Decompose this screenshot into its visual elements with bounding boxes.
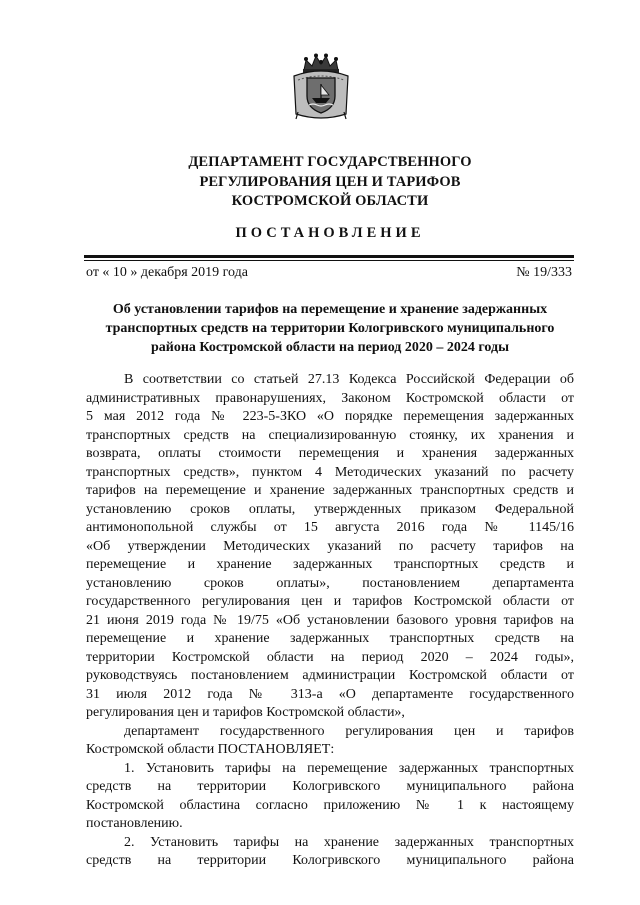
body-text-line: средств на территории Кологривского муниципального района [86,779,574,794]
body-text-line: В соответствии со статьей 27.13 Кодекса Российской Федерации об [124,372,574,387]
document-date: от « 10 » декабря 2019 года [86,265,248,280]
body-text-line: 31 июля 2012 года № 313-а «О департаменте государственного [86,686,574,702]
body-text-line: средств на территории Кологривского муниципального района [86,853,574,868]
organization-name-line-1: ДЕПАРТАМЕНТ ГОСУДАРСТВЕННОГО [188,154,472,170]
body-text-line: Костромской области ПОСТАНОВЛЯЕТ: [86,742,335,757]
document-subject-line-1: Об установлении тарифов на перемещение и хранение задержанных [112,302,548,317]
body-text-line: 5 мая 2012 года № 223-5-ЗКО «О порядке перемещения задержанных [86,409,574,424]
body-text-line: руководствуясь постановлением администрации Костромской области от [86,668,574,683]
organization-name-line-3: КОСТРОМСКОЙ ОБЛАСТИ [231,193,429,209]
body-text-line: перемещение и хранение задержанных транспортных средств и [86,557,574,572]
body-text-line: Костромской областина согласно приложению № 1 к настоящему [86,797,574,813]
body-text-line: тарифов на перемещение и хранение задержанных транспортных средств и [86,483,574,498]
document-body [86,371,574,871]
body-text-line: 21 июня 2019 года № 19/75 «Об установлении базового уровня тарифов на [86,612,574,628]
body-text-line: перемещение и хранение задержанных транспортных средств на [86,631,574,646]
body-text-line: постановлению. [86,816,183,831]
body-text-line: антимонопольной службы от 15 августа 2016 года № 1145/16 [86,520,574,535]
header-divider-thin [84,260,574,261]
body-text-line: государственного регулирования цен и тарифов Костромской области от [86,594,574,609]
body-text-line: регулирования цен и тарифов Костромской области», [86,705,405,720]
body-text-line: административных правонарушениях, Законом Костромской области от [86,390,574,406]
body-text-line: установлению сроков оплаты», постановлением департамента [86,575,574,591]
body-text-line: 2. Установить тарифы на хранение задержанных транспортных [124,834,574,850]
body-text-line: установлению сроков оплаты, утвержденных приказом Федеральной [86,501,574,517]
header-divider-thick [84,255,574,258]
kostroma-coat-of-arms-icon [292,52,350,122]
body-text-line: возврата, оплаты стоимости перемещения и хранения задержанных [86,446,574,461]
organization-name-line-2: РЕГУЛИРОВАНИЯ ЦЕН И ТАРИФОВ [199,174,461,190]
body-text-line: транспортных средств на специализированную стоянку, их хранения и [86,427,574,443]
body-text-line: 1. Установить тарифы на перемещение задержанных транспортных [124,760,574,776]
document-number: № 19/333 [516,265,572,280]
body-text-line: «Об утверждении Методических указаний по расчету тарифов на [86,538,574,554]
document-subject-line-3: района Костромской области на период 2020 – 2024 годы [150,340,509,355]
body-text-line: департамент государственного регулирования цен и тарифов [124,723,574,739]
document-type-title: ПОСТАНОВЛЕНИЕ [235,225,425,241]
body-text-line: транспортных средств», пунктом 4 Методических указаний по расчету [86,464,574,480]
document-subject-line-2: транспортных средств на территории Кологривского муниципального [105,321,555,336]
body-text-line: территории Костромской области на период 2020 – 2024 годы», [86,649,574,665]
